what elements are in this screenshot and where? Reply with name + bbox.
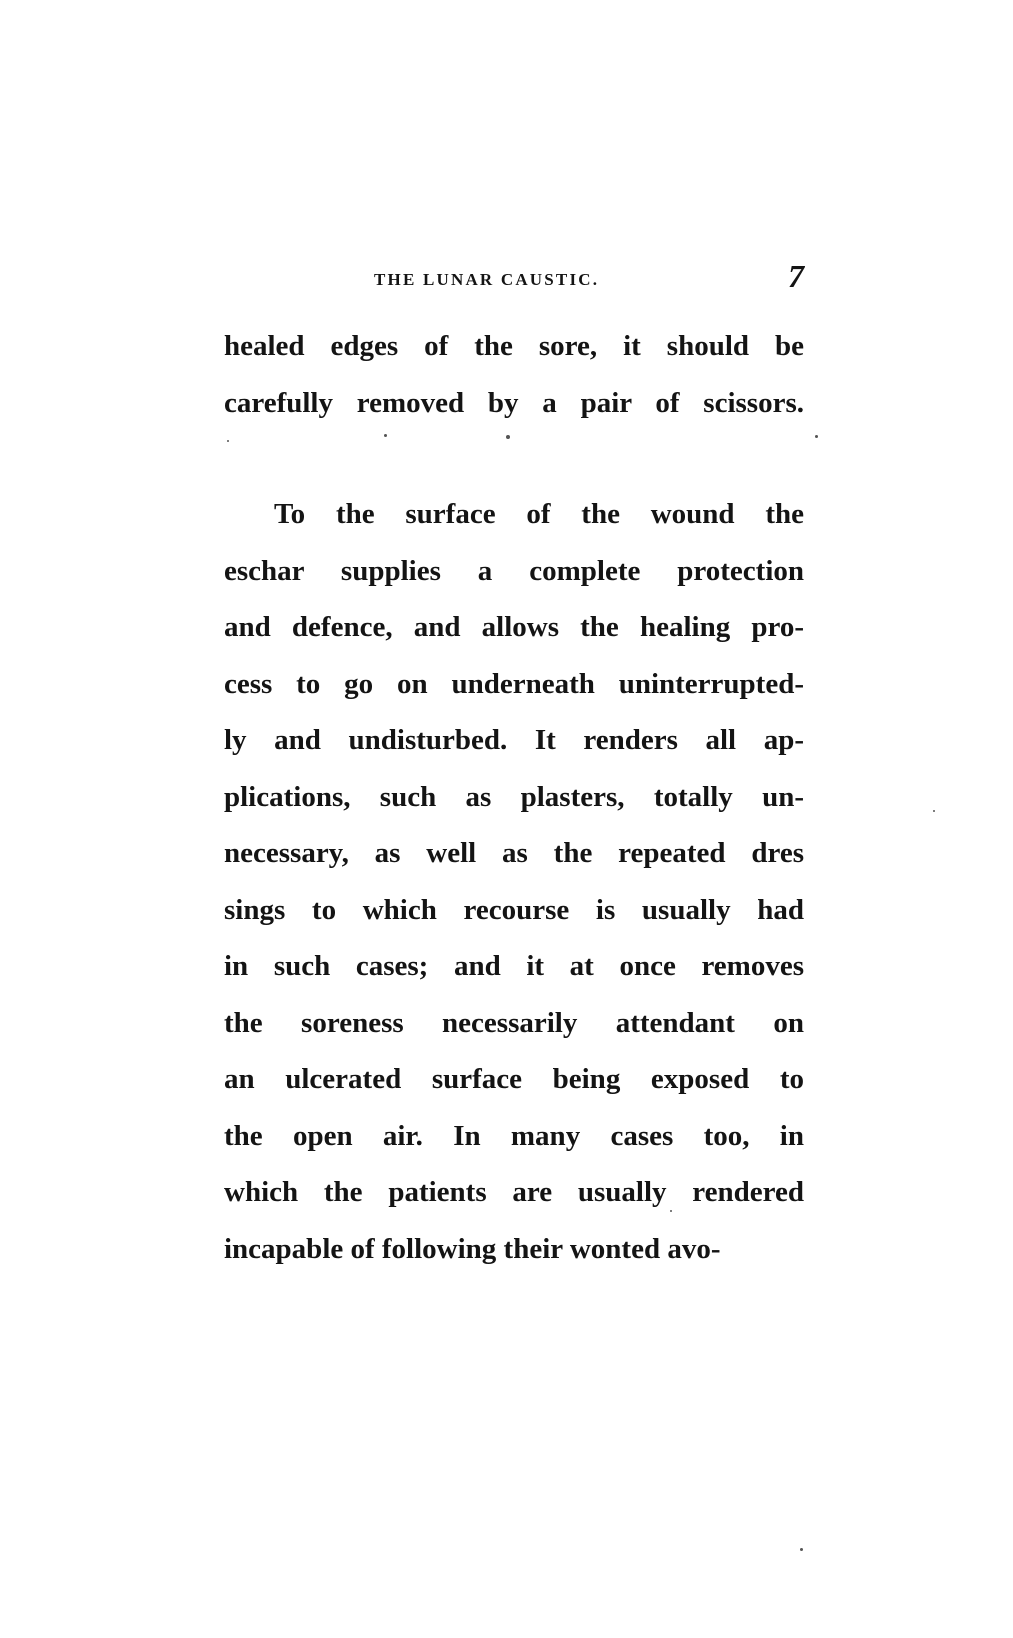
text-line: in such cases; and it at once removes <box>224 950 804 982</box>
page-number: 7 <box>788 258 804 294</box>
text-line: plications, such as plasters, totally un- <box>224 780 804 813</box>
text-line: incapable of following their wonted avo- <box>224 1232 721 1265</box>
scan-speck <box>800 1548 803 1551</box>
scan-speck <box>670 1210 672 1212</box>
scan-speck <box>933 810 935 812</box>
text-line: eschar supplies a complete protection <box>224 554 804 587</box>
running-title: THE LUNAR CAUSTIC. <box>374 270 600 289</box>
text-line: which the patients are usually rendered <box>224 1176 804 1208</box>
text-line: necessary, as well as the repeated dres <box>224 837 804 869</box>
text-line: ly and undisturbed. It renders all ap- <box>224 724 804 756</box>
text-line: To the surface of the wound the <box>274 498 804 530</box>
text-line: the open air. In many cases too, in <box>224 1119 804 1152</box>
paragraph-continued <box>224 318 804 431</box>
text-line: cess to go on underneath uninterrupted- <box>224 667 804 700</box>
scan-speck <box>506 435 510 439</box>
paragraph-eschar <box>224 486 804 1277</box>
text-line: and defence, and allows the healing pro- <box>224 611 804 643</box>
text-line: the soreness necessarily attendant on <box>224 1006 804 1039</box>
text-line: carefully removed by a pair of scissors. <box>224 386 804 419</box>
running-head <box>214 258 804 298</box>
text-line: healed edges of the sore, it should be <box>224 330 804 362</box>
scan-speck <box>384 434 387 437</box>
scan-speck <box>227 440 229 442</box>
text-line: sings to which recourse is usually had <box>224 893 804 926</box>
text-line: an ulcerated surface being exposed to <box>224 1063 804 1095</box>
scan-speck <box>815 435 818 438</box>
